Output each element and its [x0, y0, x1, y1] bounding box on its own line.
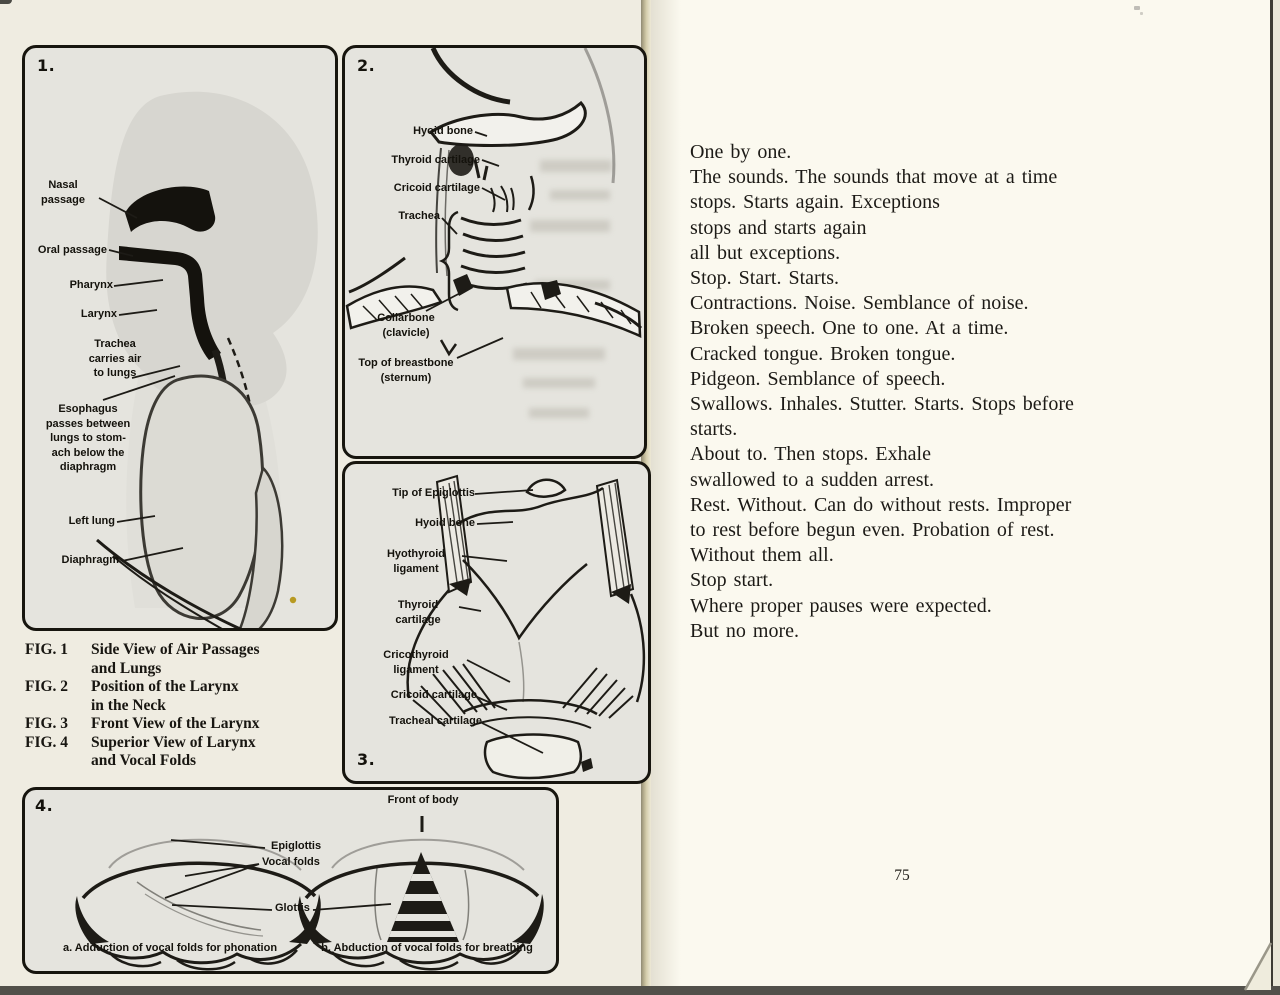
yellow-dot — [290, 597, 296, 603]
poem-line: starts. — [690, 418, 738, 441]
page-corner-fold — [1233, 933, 1275, 993]
poem-line: One by one. — [690, 141, 792, 163]
poem-line: Swallows. Inhales. Stutter. Starts. Stops before — [690, 393, 1074, 416]
poem-line: But no more. — [690, 619, 799, 642]
figure-caption-list — [25, 641, 340, 771]
fig3-label-hyoid: Hyoid bone — [415, 517, 475, 529]
fig4-label-glottis: Glottis — [275, 902, 310, 914]
figure-4-panel — [22, 787, 559, 974]
poem-line: all but exceptions. — [690, 241, 841, 264]
scan-bottom-edge — [0, 986, 1280, 995]
fig3-label-hyothyroid: Hyothyroid ligament — [386, 548, 446, 575]
fig4-label-epiglottis: Epiglottis — [271, 840, 322, 852]
fig4-label-front-of-body: Front of body — [387, 794, 459, 806]
fig3-label-tracheal: Tracheal cartilage — [389, 715, 482, 727]
fig-caption-row: FIG. 1 Side View of Air Passages and Lungs — [25, 641, 260, 677]
fig1-number: 1. — [37, 56, 56, 75]
fig-caption-row: FIG. 4 Superior View of Larynx and Vocal Folds — [25, 733, 256, 769]
fig4-caption-a: a. Adduction of vocal folds for phonation — [62, 942, 278, 954]
fig1-artwork — [25, 48, 335, 628]
scan-speck — [1140, 12, 1143, 15]
fig1-label-oral: Oral passage — [37, 244, 107, 256]
poem-line: Where proper pauses were expected. — [690, 594, 992, 617]
fig1-label-left-lung: Left lung — [68, 515, 115, 527]
poem-line: Stop start. — [690, 569, 774, 592]
fig3-label-cricothyroid: Cricothyroid ligament — [383, 649, 449, 676]
fig2-label-breastbone: Top of breastbone (sternum) — [358, 357, 454, 384]
fig2-number: 2. — [357, 56, 376, 75]
fig3-label-cricoid: Cricoid cartilage — [390, 689, 477, 701]
fig2-label-collarbone: Collarbone (clavicle) — [377, 312, 435, 339]
fig1-label-trachea: Trachea carries air to lungs — [88, 338, 142, 379]
fig3-number: 3. — [357, 750, 376, 769]
scan-speck — [1134, 6, 1140, 10]
poem-line: Without them all. — [690, 544, 834, 567]
caption-tag: FIG. 4 — [25, 733, 69, 751]
fig1-label-diaphragm: Diaphragm — [61, 554, 119, 566]
caption-tag: FIG. 1 — [25, 641, 69, 658]
poem-line: stops and starts again — [690, 216, 867, 239]
figure-1-panel — [22, 45, 338, 631]
poem-line: Contractions. Noise. Semblance of noise. — [690, 292, 1029, 315]
fig4-label-vocal-folds: Vocal folds — [262, 856, 320, 868]
fig1-label-esophagus: Esophagus passes between lungs to stom- ach below the diaphragm — [45, 403, 131, 473]
fig4-number: 4. — [35, 796, 54, 815]
poem-line: Cracked tongue. Broken tongue. — [690, 342, 956, 365]
fig2-label-thyroid: Thyroid cartilage — [391, 154, 480, 166]
fig1-label-pharynx: Pharynx — [69, 279, 113, 291]
fig2-label-hyoid: Hyoid bone — [413, 125, 473, 137]
figure-2-panel — [342, 45, 647, 459]
caption-tag: FIG. 3 — [25, 715, 69, 732]
poem-line: swallowed to a sudden arrest. — [690, 468, 935, 491]
fig2-label-cricoid: Cricoid cartilage — [393, 182, 480, 194]
poem-line: The sounds. The sounds that move at a time — [690, 166, 1058, 189]
fig3-label-epiglottis-tip: Tip of Epiglottis — [392, 487, 475, 499]
poem-line: stops. Starts again. Exceptions — [690, 191, 940, 214]
fig2-label-trachea: Trachea — [398, 210, 440, 222]
poem-line: Stop. Start. Starts. — [690, 267, 840, 290]
caption-tag: FIG. 2 — [25, 678, 69, 695]
poem-line: Broken speech. One to one. At a time. — [690, 317, 1009, 340]
poem-line: About to. Then stops. Exhale — [690, 443, 931, 466]
fig-caption-row: FIG. 2 Position of the Larynx in the Neck — [25, 678, 239, 714]
fig2-artwork — [345, 48, 644, 456]
scan-margin — [1273, 0, 1280, 995]
fig3-label-thyroid: Thyroid cartilage — [395, 599, 441, 626]
page-number: 75 — [894, 867, 910, 884]
fig1-label-larynx: Larynx — [80, 308, 117, 320]
fig1-label-nasal: Nasal passage — [40, 179, 86, 206]
poem-text-block — [690, 140, 1170, 644]
poem-line: to rest before begun even. Probation of rest. — [690, 519, 1055, 542]
fig-caption-row: FIG. 3 Front View of the Larynx — [25, 715, 260, 732]
poem-line: Pidgeon. Semblance of speech. — [690, 367, 946, 390]
figure-3-panel — [342, 461, 651, 784]
fig4-caption-b: b. Abduction of vocal folds for breathing — [321, 942, 533, 954]
poem-line: Rest. Without. Can do without rests. Improper — [690, 493, 1072, 516]
gutter-crease-shadow — [651, 0, 681, 995]
